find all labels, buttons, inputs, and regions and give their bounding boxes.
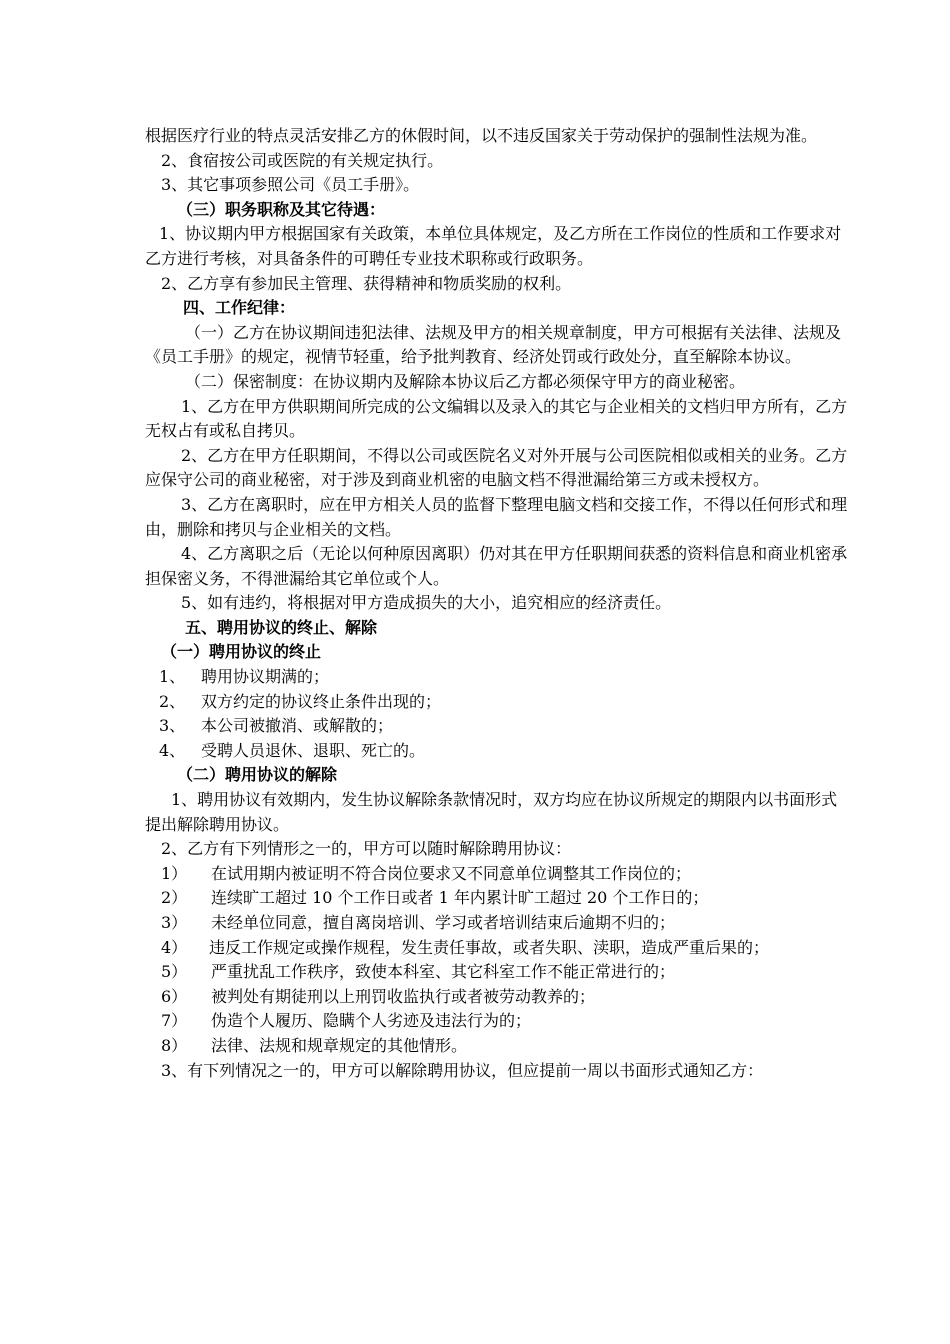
dismissal-list (145, 862, 850, 1059)
list-item-number: 4、 (159, 740, 186, 760)
paragraph: 1、协议期内甲方根据国家有关政策，本单位具体规定，及乙方所在工作岗位的性质和工作要求对乙方进行考核，对具备条件的可聘任专业技术职称或行政职务。 (145, 224, 842, 268)
list-item (145, 1034, 850, 1059)
list-item-number: 7） (161, 1011, 188, 1031)
paragraph: （二）保密制度：在协议期内及解除本协议后乙方都必须保守甲方的商业秘密。 (185, 371, 746, 391)
list-item-text: 连续旷工超过 10 个工作日或者 1 年内累计旷工超过 20 个工作日的； (211, 888, 709, 908)
list-item-text: 未经单位同意，擅自离岗培训、学习或者培训结束后逾期不归的； (211, 913, 676, 932)
list-item (145, 862, 850, 887)
termination-list (145, 665, 850, 763)
list-item-number: 6） (161, 986, 188, 1006)
list-item (145, 690, 850, 715)
list-item-text: 双方约定的协议终止条件出现的； (201, 691, 442, 711)
list-item-text: 在试用期内被证明不符合岗位要求又不同意单位调整其工作岗位的； (211, 863, 692, 883)
paragraph: 3、乙方在离职时，应在甲方相关人员的监督下整理电脑文档和交接工作，不得以任何形式和理由，删除和拷贝与企业相关的文档。 (145, 494, 848, 539)
subsection-heading: （二）聘用协议的解除 (177, 765, 338, 785)
list-item (145, 936, 850, 961)
paragraph: 5、如有违约，将根据对甲方造成损失的大小，追究相应的经济责任。 (181, 593, 672, 613)
paragraph: 根据医疗行业的特点灵活安排乙方的休假时间，以不违反国家关于劳动保护的强制性法规为准。 (145, 126, 818, 145)
list-item-text: 严重扰乱工作秩序，致使本科室、其它科室工作不能正常进行的； (211, 962, 676, 982)
document-body (145, 124, 850, 1083)
paragraph: 2、乙方享有参加民主管理、获得精神和物质奖励的权利。 (161, 273, 572, 293)
paragraph: 2、乙方有下列情形之一的，甲方可以随时解除聘用协议： (161, 839, 572, 859)
list-item-text: 聘用协议期满的； (201, 667, 330, 687)
list-item (145, 985, 850, 1010)
paragraph: （一）乙方在协议期间违犯法律、法规及甲方的相关规章制度，甲方可根据有关法律、法规及《员工手册》的规定，视情节轻重，给予批判教育、经济处罚或行政处分，直至解除本协议。 (145, 322, 842, 367)
list-item-text: 本公司被撤消、或解散的； (201, 716, 394, 736)
list-item (145, 665, 850, 690)
paragraph: 3、有下列情况之一的，甲方可以解除聘用协议，但应提前一周以书面形式通知乙方： (161, 1060, 764, 1080)
list-item (145, 886, 850, 911)
list-item-text: 被判处有期徒刑以上刑罚收监执行或者被劳动教养的； (211, 986, 596, 1006)
list-item-number: 5） (161, 962, 188, 982)
paragraph: 1、乙方在甲方供职期间所完成的公文编辑以及录入的其它与企业相关的文档归甲方所有，乙方无权占有或私自拷贝。 (145, 396, 848, 441)
list-item-text: 受聘人员退休、退职、死亡的。 (201, 740, 426, 760)
list-item (145, 739, 850, 764)
list-item-number: 2、 (159, 691, 186, 711)
list-item (145, 1009, 850, 1034)
paragraph: 4、乙方离职之后（无论以何种原因离职）仍对其在甲方任职期间获悉的资料信息和商业机密承担保密义务，不得泄漏给其它单位或个人。 (145, 544, 848, 588)
list-item-number: 1） (161, 863, 188, 883)
paragraph: 3、其它事项参照公司《员工手册》。 (161, 175, 420, 195)
list-item-number: 8） (161, 1035, 188, 1055)
list-item (145, 960, 850, 985)
list-item-number: 1、 (159, 667, 186, 687)
list-item-number: 3） (161, 913, 188, 932)
paragraph: 2、乙方在甲方任职期间，不得以公司或医院名义对外开展与公司医院相似或相关的业务。乙方应保守公司的商业秘密，对于涉及到商业机密的电脑文档不得泄漏给第三方或未授权方。 (145, 445, 848, 490)
list-item-text: 伪造个人履历、隐瞒个人劣迹及违法行为的； (211, 1011, 532, 1031)
subsection-heading: （一）聘用协议的终止 (161, 642, 322, 662)
section-heading: （三）职务职称及其它待遇： (177, 199, 386, 219)
section-heading: 五、聘用协议的终止、解除 (185, 617, 378, 637)
section-heading: 四、工作纪律： (183, 298, 296, 318)
list-item (145, 911, 850, 936)
list-item-text: 法律、法规和规章规定的其他情形。 (211, 1035, 468, 1055)
paragraph: 1、聘用协议有效期内，发生协议解除条款情况时，双方均应在协议所规定的期限内以书面形式提出解除聘用协议。 (145, 790, 838, 834)
list-item-text: 违反工作规定或操作规程，发生责任事故，或者失职、渎职，造成严重后果的； (209, 937, 770, 957)
list-item-number: 4） (161, 937, 188, 957)
list-item-number: 3、 (159, 716, 186, 736)
list-item (145, 714, 850, 739)
list-item-number: 2） (161, 888, 188, 908)
paragraph: 2、食宿按公司或医院的有关规定执行。 (161, 150, 444, 170)
